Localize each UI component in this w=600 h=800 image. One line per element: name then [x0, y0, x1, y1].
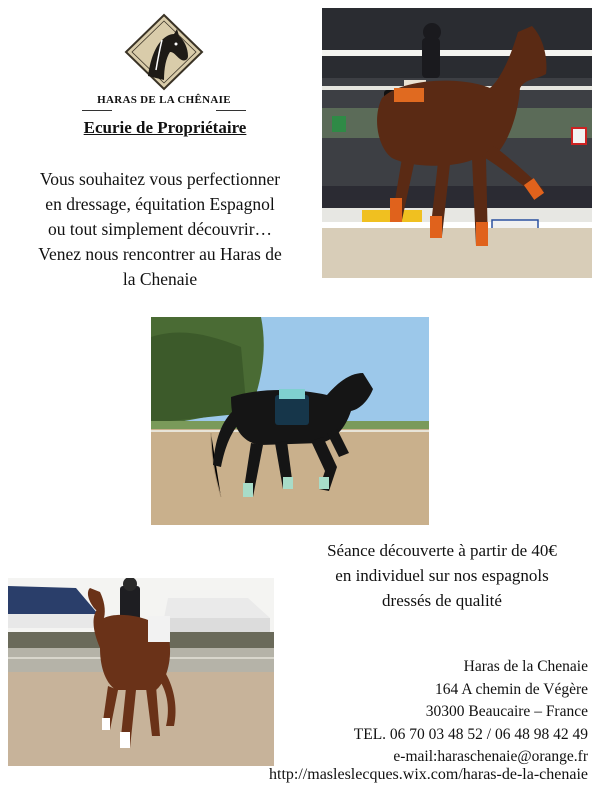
logo-left-rule [82, 110, 112, 111]
contact-name: Haras de la Chenaie [463, 658, 588, 675]
page-title: Ecurie de Propriétaire [83, 118, 247, 137]
horse-head-diamond-icon [80, 12, 248, 94]
intro-line: ou tout simplement découvrir… [47, 219, 273, 239]
contact-email[interactable]: e-mail:haraschenaie@orange.fr [393, 748, 588, 765]
contact-phone: TEL. 06 70 03 48 52 / 06 48 98 42 49 [353, 725, 588, 743]
offer-line: Séance découverte à partir de 40€ [327, 541, 557, 560]
logo-text: HARAS DE LA CHÊNAIE [97, 94, 231, 106]
logo-right-rule [216, 110, 246, 111]
offer-line: dressés de qualité [382, 591, 502, 610]
intro-line: la Chenaie [122, 269, 198, 289]
offer-line: en individuel sur nos espagnols [335, 566, 549, 585]
contact-city: 30300 Beaucaire – France [425, 703, 588, 720]
contact-block [354, 656, 588, 769]
intro-text [14, 167, 306, 292]
contact-street: 164 A chemin de Végère [435, 680, 588, 698]
website-link[interactable]: http://masleslecques.wix.com/haras-de-la-chenaie [269, 766, 588, 783]
intro-line: Vous souhaitez vous perfectionner [39, 169, 281, 189]
intro-line: en dressage, équitation Espagnol [45, 194, 275, 214]
photo-indoor-dressage [322, 8, 592, 278]
logo [80, 12, 248, 112]
photo-show-ground [8, 578, 274, 766]
offer-text [296, 538, 588, 613]
photo-outdoor-black-horse [151, 317, 429, 525]
intro-line: Venez nous rencontrer au Haras de [38, 244, 282, 264]
